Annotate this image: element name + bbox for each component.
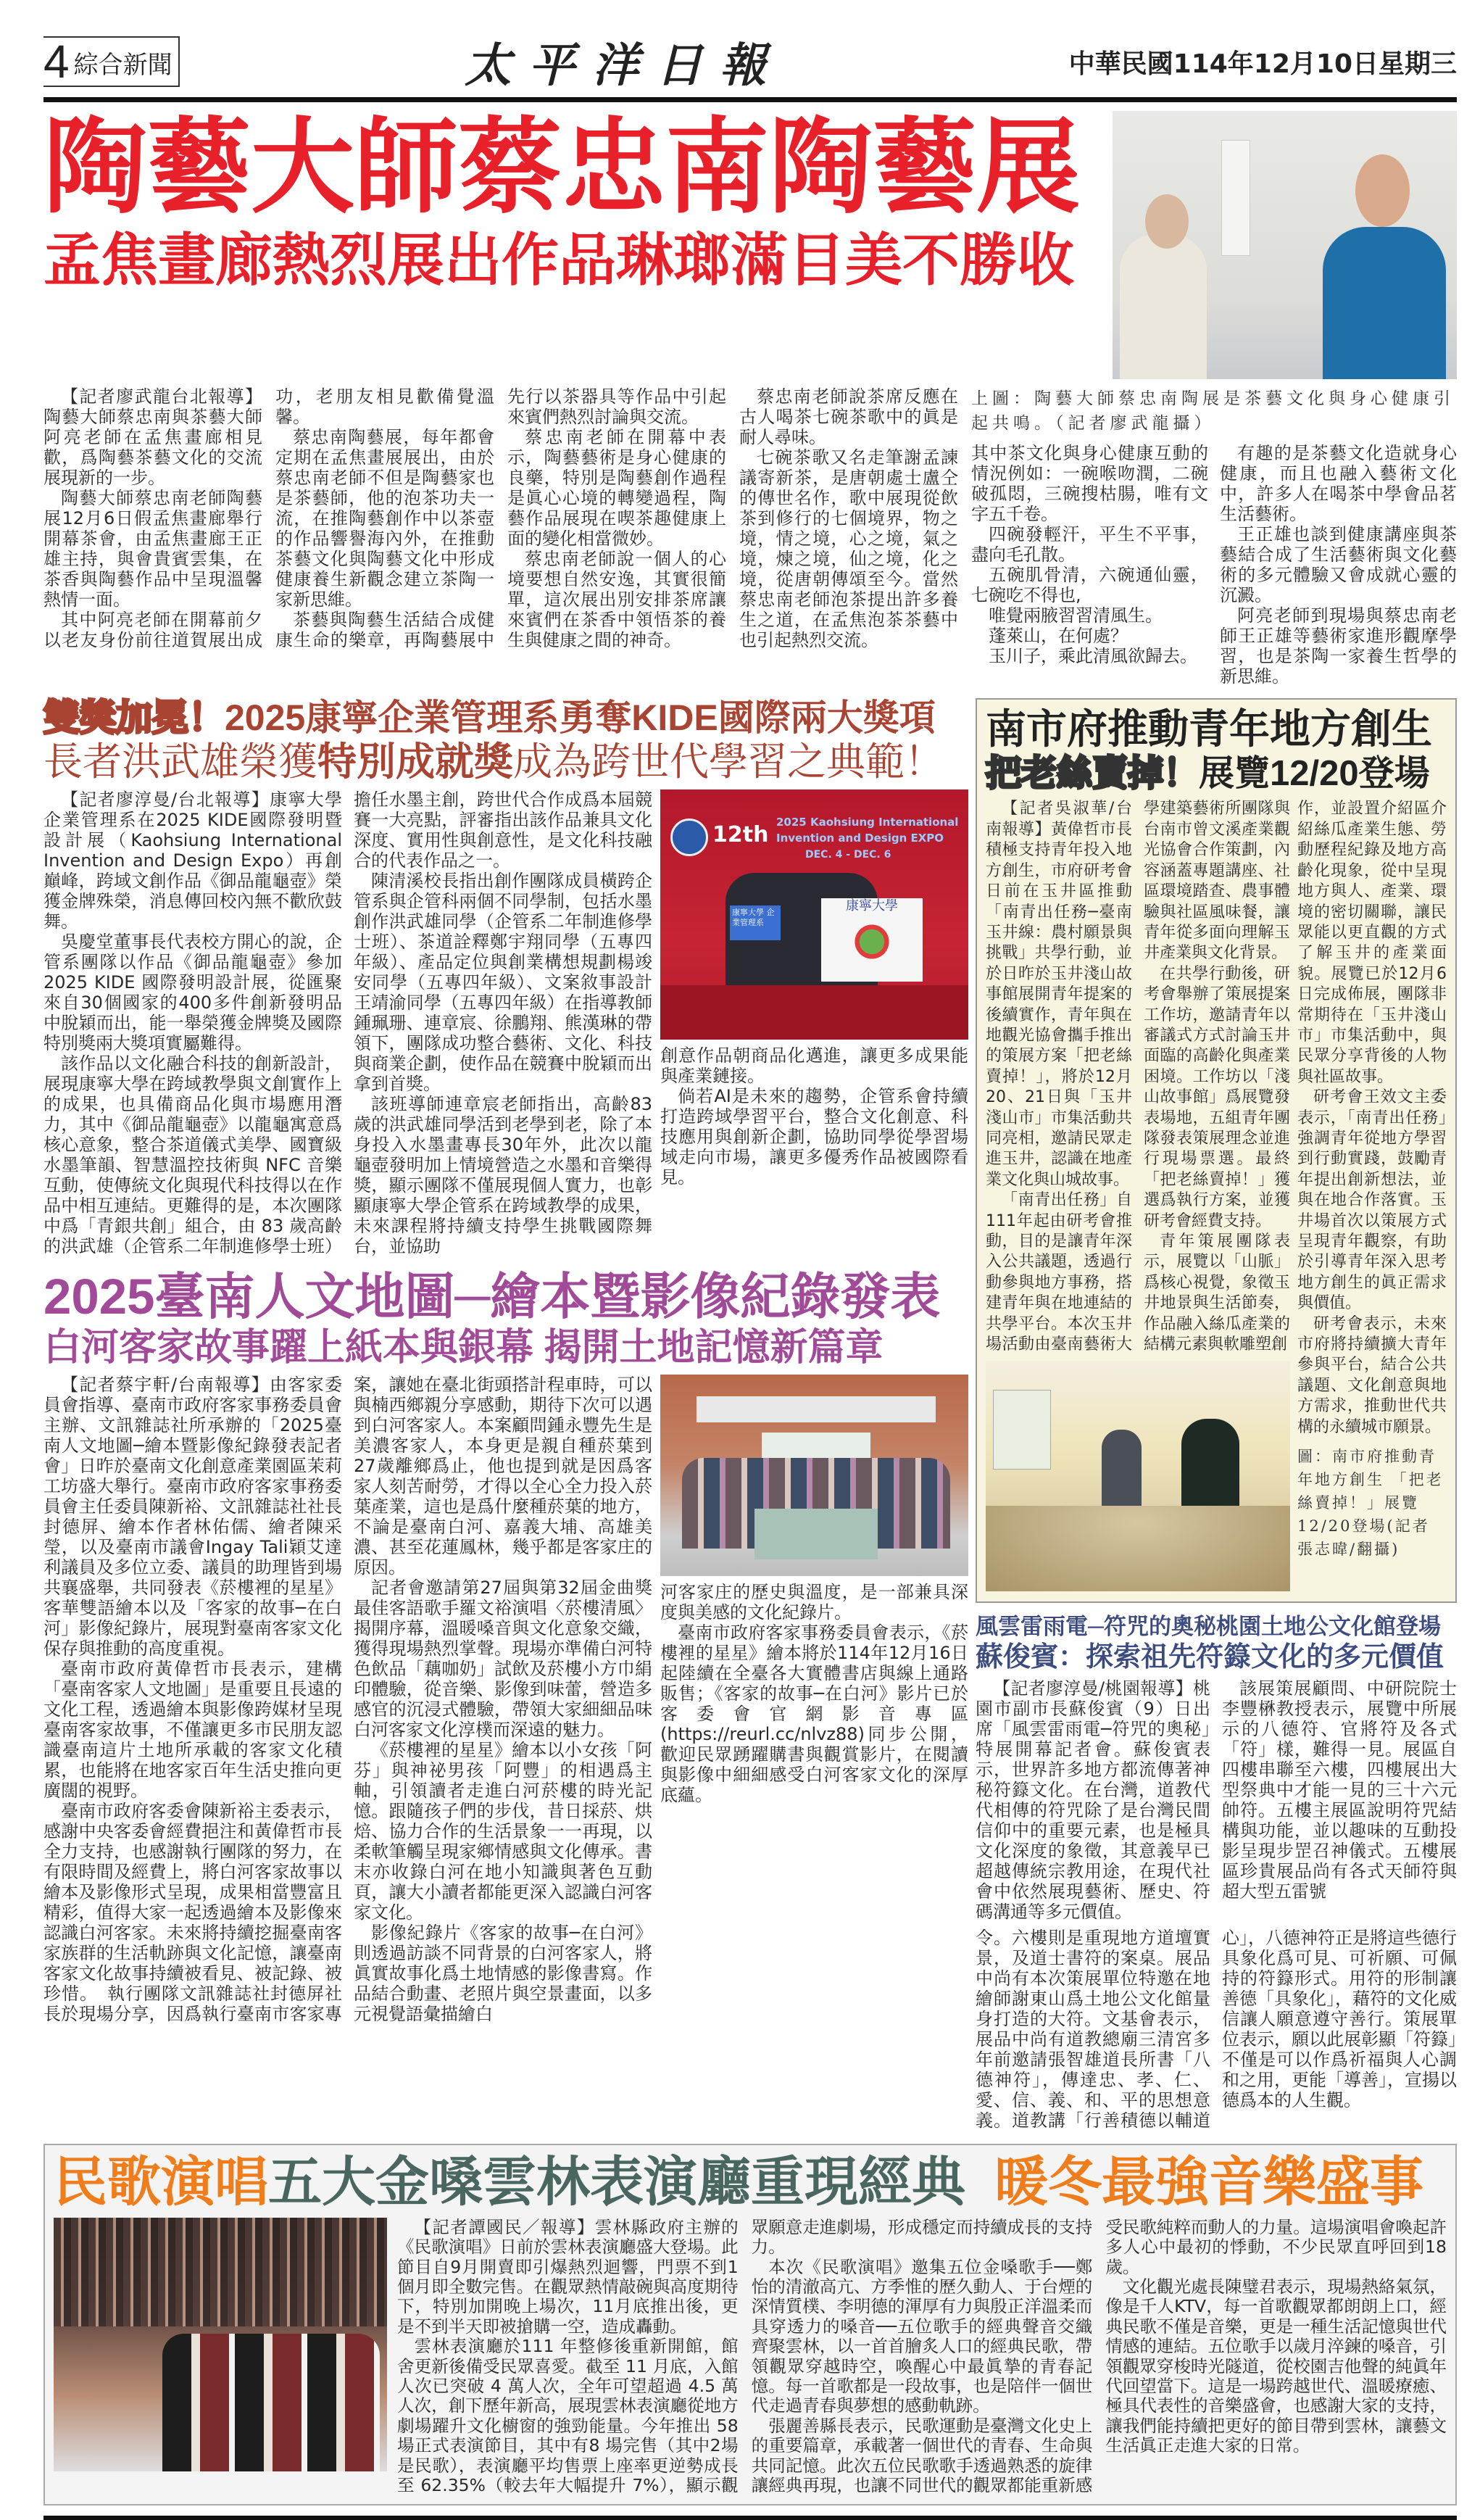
paragraph: 青年策展團隊表示，展覽以「山脈」爲核心視覺，象徵玉井地景與生活節奏，作品融入絲瓜產業的結構元素與軟雕塑創 xyxy=(1144,1232,1290,1354)
photo-two-men-gallery-icon xyxy=(1221,140,1250,256)
lead-subheadline: 孟焦畫廊熱烈展出作品琳瑯滿目美不勝收 xyxy=(43,228,1074,293)
paragraph: 影像紀錄片《客家的故事─在白河》則透過訪談不同背景的白河客家人，將眞實故事化爲土地情感的影像書寫。作品結合動畫、老照片與空景畫面，以多元視覺語彙描繪白 xyxy=(354,1923,652,2025)
flag-text: 康寧大學 xyxy=(846,898,898,914)
expo-badge: 12th xyxy=(712,822,769,848)
paragraph: 【記者譚國民／報導】雲林縣政府主辦的《民歌演唱》日前於雲林表演廳盛大登場。此節目自9月開賣即引爆熱烈迴響，門票不到1個月即全數完售。在觀眾熱情敲碗與高度期待下，特別加開晚上場次，11月底推出後，更是不到半天即被搶購一空，造成轟動。 xyxy=(397,2216,739,2337)
stage-floor xyxy=(660,985,968,1040)
paragraph: 該班導師連章宸老師指出，高齡83歲的洪武雄同學活到老學到老，除了本身投入水墨畫專長30年外，此次以龍龜壺發明加上情境營造之水墨和音樂得獎，顯示團隊不僅展現個人實力，也彰顯康寧大學企管系在跨域教學的成果，未來課程將持續支持學生挑戰國際舞台，並協助 xyxy=(354,1094,652,1257)
paragraph: 【記者蔡宇軒/台南報導】由客家委員會指導、臺南市政府客家事務委員會主辦、文訊雜誌社所承辦的「2025臺南人文地圖─繪本暨影像紀錄發表記者會」日昨於臺南文化創意產業園區茉莉工坊盛大舉行。臺南市政府客家事務委員會主任委員陳新裕、文訊雜誌社社長封德屏、繪本作者林佑儒、繪者陳采瑩，以及臺南市議會Ingay Tali穎艾達利議員及多位立委、議員的助理皆到場共襄盛舉，共同發表《菸樓裡的星星》客華雙語繪本以及「客家的故事─在白河」影像紀錄片，展現對臺南客家文化保存與推動的高度重視。 xyxy=(43,1375,342,1659)
youth-headline-main: 展覽12/20登場 xyxy=(1199,753,1430,793)
masthead: 太平洋日報 xyxy=(465,38,784,93)
expo-banner-dates: DEC. 4 - DEC. 6 xyxy=(805,849,891,861)
youth-left-block xyxy=(986,799,1290,1591)
folk-headline-a: 民歌演唱 xyxy=(54,2152,268,2213)
table xyxy=(754,1509,878,1559)
youth-headline-line2 xyxy=(986,755,1447,794)
photo-concert-stage-icon xyxy=(54,2218,387,2326)
kide-right-block xyxy=(660,789,968,1188)
youth-body-right xyxy=(1297,799,1447,1438)
university-flag xyxy=(821,898,923,982)
person-man xyxy=(1181,1419,1239,1520)
flag-logo-icon xyxy=(850,920,894,963)
kide-article-body xyxy=(43,789,968,1256)
paragraph: 蓬萊山，在何處？ xyxy=(989,626,1128,646)
middle-section xyxy=(43,698,1457,2131)
paragraph: 文化觀光處長陳璧君表示，現場熱絡氣氛，像是千人KTV，每一首歌觀眾都朗朗上口，經典民歌不僅是音樂，更是一種生活記憶與世代情感的連結。五位歌手以歲月淬鍊的嗓音，引領觀眾穿梭時光隧道，從校園吉他聲的純眞年代回望當下。這是一場跨越世代、溫暖療癒、極具代表性的音樂盛會，也感謝大家的支持，讓我們能持續把更好的節目帶到雲林，讓藝文生活眞正走進大家的日常。 xyxy=(1105,2276,1447,2456)
hakka-right-block xyxy=(660,1375,968,1805)
lead-article-top xyxy=(43,111,1457,379)
paragraph: 【記者吳淑華/台南報導】黃偉哲市長積極支持青年投入地方創生，市府研考會日前在玉井區推動「南青出任務─臺南玉井線：農村願景與挑戰」共學行動，並於日昨於玉井淺山故事館展開青年提案的後續實作，青年與在地觀光協會攜手推出的策展方案「把老絲賣掉！」，將於12月20、21日與「玉井淺山市」市集活動共同亮相，邀請民眾走進玉井，認識在地產業文化與山城故事。 xyxy=(986,800,1132,1189)
hakka-photo xyxy=(660,1375,968,1576)
photo-press-conference-group-icon xyxy=(697,1396,936,1422)
university-sign: 康寧大學 企業管理系 xyxy=(730,905,781,940)
taoyuan-body-left xyxy=(976,1678,1457,1922)
folk-headline-b: 五大金嗓雲林表演廳重現經典 xyxy=(268,2152,965,2213)
paragraph: 記者會邀請第27屆與第32屆金曲獎最佳客語歌手羅文裕演唱〈菸樓清風〉揭開序幕，溫暖嗓音與文化意象交織，獲得現場熱烈掌聲。現場亦準備白河特色飲品「藕咖奶」試飲及菸樓小方巾絹印體驗，從音樂、影像到味蕾，營造多感官的沉浸式體驗，帶領大家細細品味白河客家文化淳樸而深遠的魅力。 xyxy=(354,1578,652,1741)
lead-body-left xyxy=(43,386,958,650)
paragraph: 蔡忠南老師在開幕中表示，陶藝藝術是身心健康的良藥，特別是陶藝創作過程是眞心心境的轉變過程，陶藝作品展現在喫茶趣健康上面的變化相當微妙。 xyxy=(507,427,726,549)
youth-body-left xyxy=(986,799,1290,1355)
paragraph: 臺南市政府客委會陳新裕主委表示，感謝中央客委會經費挹注和黃偉哲市長全力支持，也感謝執行團隊的努力，在有限時間及經費上，將白河客家故事以繪本及影像形式呈現，成果相當豐富且精彩，值得大家一起透過繪本及影像來認識白河客家。未來將持續挖掘臺南客家族群的生活軌跡與文化記憶，讓臺南客家文化故事持續被看見、被記錄、被珍惜。 執行團隊文訊雜誌社封德屏社長於現場分享，因爲執行臺南市客家專案，讓她在臺北街頭搭計程車時，可以與楠西鄉親分享感動，期待下次可以遇到白河客家人。本案顧問鍾永豐先生是美濃客家人，本身更是親自種菸葉到27歲離鄉爲止，他也提到就是因爲客家人刻苦耐勞，才得以全心全力投入菸葉產業，這也是爲什麼種菸葉的地方，不論是臺南白河、嘉義大埔、高雄美濃、甚至花蓮鳳林，幾乎都是客家庄的原因。 xyxy=(43,1375,652,2025)
paragraph: 「南青出任務」自111年起由研考會推動，目的是讓青年深入公共議題，透過行動參與地方事務，搭建青年與在地連結的共學平台。本次玉井場活動由臺南藝術大學建築藝術所團隊與台南市曾文溪產業觀光協會合作策劃，內容涵蓋專題講座、社區環境踏查、農事體驗與社區風味餐，讓青年從多面向理解玉井產業與文化背景。 xyxy=(986,800,1290,1354)
photo-award-group-icon xyxy=(670,818,708,856)
paragraph: 在共學行動後，研考會舉辦了策展提案工作坊，邀請青年以審議式方式討論玉井面臨的高齡化與產業困境。工作坊以「淺山故事館」爲展覽發表場地，五組青年團隊發表策展理念並進行現場票選。最終「把老絲賣掉！」獲選爲執行方案，並獲研考會經費支持。 xyxy=(1144,964,1290,1230)
paragraph: 五碗肌骨清，六碗通仙靈，七碗吃不得也, xyxy=(971,565,1208,605)
person-right-head xyxy=(1355,154,1410,227)
paragraph: 研考會表示，未來市府將持續擴大青年參與平台，結合公共議題、文化創意與地方需求，推動世代共構的永續城市願景。 xyxy=(1297,1314,1447,1436)
hakka-body-left xyxy=(43,1375,652,2024)
paragraph: 倘若AI是未來的趨勢，企管系會持續打造跨域學習平台，整合文化創意、科技應用與創新企劃，協助同學從學習場域走向市場，讓更多優秀作品被國際看見。 xyxy=(660,1086,968,1188)
kide-headline-main: 2025康寧企業管理系勇奪KIDE國際兩大獎項 xyxy=(225,697,936,738)
paragraph: 【記者廖武龍台北報導】陶藝大師蔡忠南與茶藝大師阿亮老師在孟焦畫廊相見歡，爲陶藝茶藝文化的交流展現新的一步。 xyxy=(43,386,262,488)
loofah-pile xyxy=(986,1506,1290,1591)
lead-photo xyxy=(1113,111,1457,379)
youth-right-block xyxy=(1297,799,1447,1561)
paragraph: 該作品以文化融合科技的創新設計，展現康寧大學在跨域教學與文創實作上的成果，也具備商品化與市場應用潛力，其中《御品龍龜壺》以龍龜寓意爲核心意象，整合茶道儀式美學、國寶級水墨筆韻、智慧溫控技術與 NFC 音樂互動，使傳統文化與現代科技得以在作品中相互連結。更難得的是，本次團隊中爲「青銀共創」組合，由 83 歲高齡的洪武雄（企管系二年制進修學士班）擔任水墨主創，跨世代合作成爲本屆競賽一大亮點，評審指出該作品兼具文化深度、實用性與創意性，是文化科技融合的代表作品之一。 xyxy=(43,789,652,1257)
kide-sub-b: 成為跨世代學習之典範！ xyxy=(513,740,944,784)
paragraph: 《菸樓裡的星星》繪本以小女孩「阿芬」與神祕男孩「阿豐」的相遇爲主軸，引領讀者走進白河菸樓的時光記憶。跟隨孩子們的步伐，昔日採菸、烘焙、協力合作的生活景象一一再現，以柔軟筆觸呈現家鄉情感與文化傳承。書末亦收錄白河在地小知識與著色互動頁，讓大小讀者都能更深入認識白河客家文化。 xyxy=(354,1740,652,1923)
kide-photo xyxy=(660,789,968,1040)
folk-article-body xyxy=(54,2218,1447,2496)
paragraph: 本次《民歌演唱》邀集五位金嗓歌手──鄭怡的清澈高亢、方季惟的歷久動人、于台煙的深情質樸、李明德的渾厚有力與殷正洋溫柔而具穿透力的嗓音──五位歌手的經典聲音交織齊聚雲林，以一首首膾炙人口的經典民歌，帶領觀眾穿越時空，喚醒心中最眞摯的青春記憶。每一首歌都是一段故事，也是陪伴一個世代走過青春與夢想的感動軌跡。 xyxy=(751,2256,1093,2416)
lead-headlines xyxy=(43,111,1102,292)
paragraph: 吳慶堂董事長代表校方開心的說，企管系團隊以作品《御品龍龜壺》參加 2025 KIDE 國際發明設計展，從匯聚來自30個國家的400多件創新發明品中脫穎而出，能一舉榮獲金牌獎及國際特別獎兩大獎項實屬難得。 xyxy=(43,932,342,1054)
taoyuan-body-right xyxy=(976,1928,1457,2131)
paragraph: 其中阿亮老師在開幕前夕以老友身份前往道賀展出成功，老朋友相見歡備覺溫馨。 xyxy=(43,386,494,650)
paragraph: 蔡忠南老師說茶席反應在古人喝茶七碗茶歌中的眞是耐人尋味。 xyxy=(739,386,958,447)
kide-body-right xyxy=(660,1045,968,1188)
folk-article-box xyxy=(43,2144,1457,2506)
photo-loofah-exhibition-icon xyxy=(993,1390,1051,1470)
paragraph: 玉川子，乘此清風欲歸去。 xyxy=(989,646,1197,666)
section-label xyxy=(43,36,180,87)
paragraph: 陳清溪校長指出創作團隊成員橫跨企管系與企管科兩個不同學制，包括水墨創作洪武雄同學（企管系二年制進修學士班）、茶道詮釋鄭宇翔同學（五專四年級）、產品定位與創業構想規劃楊竣安同學（五專四年級）、文案敘事設計王靖渝同學（五專四年級）在指導教師鍾珮珊、連章宸、徐鵬翔、熊漢琳的帶領下，團隊成功整合藝術、文化、科技與商業企劃，使作品在競賽中脫穎而出拿到首獎。 xyxy=(354,871,652,1095)
folk-headline-c: 暖冬最強音樂盛事 xyxy=(994,2152,1423,2213)
paragraph: 雲林表演廳於111 年整修後重新開館，館舍更新後備受民眾喜愛。截至 11 月底，入館人次已突破 4 萬人次，全年可望超過 4.5 萬人次，創下歷年新高，展現雲林表演廳從地方劇場躍升文化櫥窗的強勁能量。今年推出 58 場正式表演節目，其中有8 場完售（其中2場是民歌），表演廳平均售票上座率更逆勢成長至 62.35%（較去年大幅提升 7%），顯示觀眾願意走進劇場，形成穩定而持續成長的支持力。 xyxy=(397,2216,1093,2496)
kide-subheadline xyxy=(43,741,968,784)
singers-row xyxy=(162,2334,380,2471)
kide-sub-a: 長者洪武雄榮獲 xyxy=(43,740,317,784)
lead-article-body xyxy=(43,386,1457,687)
lead-right-block xyxy=(971,386,1457,687)
hakka-body-right xyxy=(660,1582,968,1805)
paragraph: 【記者廖淳曼/台北報導】康寧大學企業管理系在2025 KIDE國際發明暨設計展（Kaohsiung International Invention and Design Expo）再創巔峰，跨域文創作品《御品龍龜壺》榮獲金牌殊榮，消息傳回校內無不歡欣鼓舞。 xyxy=(43,789,342,932)
youth-article-body xyxy=(986,799,1447,1591)
paragraph: 七碗茶歌又名走筆謝孟諫議寄新茶，是唐朝處士盧仝的傳世名作，歌中展現從飲茶到修行的七個境界，物之境，情之境，心之境，氣之境，煉之境，仙之境，化之境，從唐朝傳頌至今。當然蔡忠南老師泡茶提出許多養生之道，在孟焦泡茶茶藝中也引起熱烈交流。 xyxy=(739,447,958,650)
paragraph: 臺南市政府客家事務委員會表示，《菸樓裡的星星》繪本將於114年12月16日起陸續在全臺各大實體書店與線上通路販售；《客家的故事─在白河》影片已於客委會官網影音專區(https://reurl.cc/nlvz88)同步公開，歡迎民眾踴躍購書與觀賞影片，在閱讀與影像中細細感受白河客家文化的深厚底蘊。 xyxy=(660,1622,968,1806)
lead-headline: 陶藝大師蔡忠南陶藝展 xyxy=(43,110,1080,225)
paragraph: 臺南市政府黃偉哲市長表示，建構「臺南客家人文地圖」是重要且長遠的文化工程，透過繪本與影像跨媒材呈現臺南客家故事，不僅讓更多市民朋友認識臺南這片土地所承載的客家文化積累，也能將在地客家百年生活史推向更廣闊的視野。 xyxy=(43,1659,342,1802)
paragraph: 蔡忠南老師說一個人的心境要想自然安逸，其實很簡單，這次展出別安排茶席讓來賓們在茶香中領悟茶的養生與健康之間的神奇。 xyxy=(507,549,726,650)
kide-headline xyxy=(43,698,968,738)
lead-photo-caption: 上圖：陶藝大師蔡忠南陶展是茶藝文化與身心健康引起共鳴。（記者廖武龍攝） xyxy=(971,389,1455,433)
paragraph: 其中茶文化與身心健康互動的情況例如：一碗喉吻潤，二碗破孤悶，三碗搜枯腸，唯有文字五千卷。 xyxy=(971,443,1208,524)
paragraph: 唯覺兩腋習習清風生。 xyxy=(989,605,1163,626)
page-number: 4 xyxy=(43,36,70,88)
paragraph: 蔡忠南陶藝展，每年都會定期在孟焦畫展展出，由於蔡忠南老師不但是陶藝家也是茶藝師，他的泡茶功夫一流，在推陶藝創作中以茶壺的作品響譽海內外，在推動茶藝文化與陶藝文化中形成健康養生新觀念建立茶陶一家新思維。 xyxy=(275,427,494,610)
lead-body-right xyxy=(971,443,1457,687)
hakka-subheadline: 白河客家故事躍上紙本與銀幕 揭開土地記憶新篇章 xyxy=(43,1327,884,1369)
issue-date: 中華民國114年12月10日星期三 xyxy=(1068,49,1457,79)
paragraph: 王正雄也談到健康講座與茶藝結合成了生活藝術與文化藝術的多元體驗又會成就心靈的沉澱。 xyxy=(1220,524,1457,605)
person-left xyxy=(1120,234,1207,379)
youth-photo xyxy=(986,1361,1290,1591)
youth-article-box xyxy=(976,698,1457,1603)
paragraph: 【記者廖淳曼/桃園報導】桃園市副市長蘇俊賓（9）日出席「風雲雷雨電─符咒的奧秘」特展開幕記者會。蘇俊賓表示，世界許多地方都流傳著神秘符籙文化。在台灣，道教代代相傳的符咒除了是台灣民間信仰中的重要元素，也是極具文化深度的象徵，其意義早已超越傳統宗教用途，在現代社會中依然展現藝術、歷史、符碼溝通等多元價值。 xyxy=(976,1678,1210,1923)
paragraph: 四碗發輕汗，平生不平事，盡向毛孔散。 xyxy=(971,524,1208,565)
folk-headline xyxy=(54,2152,1447,2211)
paragraph: 創意作品朝商品化邁進，讓更多成果能與產業鏈接。 xyxy=(660,1045,968,1087)
person-left-head xyxy=(1145,194,1189,249)
newspaper-page xyxy=(43,0,1457,2520)
middle-left-column xyxy=(43,698,968,2024)
kide-sub-bold: 特別成就獎 xyxy=(317,740,513,784)
paragraph: 河客家庄的歷史與溫度，是一部兼具深度與美感的文化紀錄片。 xyxy=(660,1582,968,1623)
paragraph: 張麗善縣長表示，民歌運動是臺灣文化史上的重要篇章，承載著一個世代的青春、生命與共同記憶。此次五位民歌歌手透過熟悉的旋律讓經典再現，也讓不同世代的觀眾都能重新感受民歌純粹而動人的力量。這場演唱會喚起許多人心中最初的悸動，不少民眾直呼回到18歲。 xyxy=(751,2216,1447,2496)
paragraph: 研考會王效文主委表示，「南青出任務」強調青年從地方學習到行動實踐，鼓勵青年提出創新想法，並與在地合作落實。玉井場首次以策展方式呈現青年觀察，有助於引導青年深入思考地方創生的眞正需求與價值。 xyxy=(1297,1088,1447,1313)
paragraph: 作，並設置介紹區介紹絲瓜產業生態、勞動歷程紀錄及地方高齡化現象，從中呈現地方與人、產業、環境的密切關聯，讓民眾能以更直觀的方式了解玉井的產業面貌。展覽已於12月6日完成佈展，團隊非常期待在「玉井淺山市」市集活動中，與民眾分享背後的人物與社區故事。 xyxy=(1297,800,1447,1086)
youth-headline-line1: 南市府推動青年地方創生 xyxy=(986,706,1432,752)
youth-headline-outline: 把老絲賣掉！ xyxy=(986,753,1200,793)
taoyuan-headline: 風雲雷雨電─符咒的奧秘桃園土地公文化館登場 xyxy=(976,1614,1441,1640)
folk-body xyxy=(397,2218,1447,2496)
kide-headline-outline: 雙獎加冕！ xyxy=(43,697,225,738)
paragraph: 茶藝與陶藝生活結合成健康生命的樂章，再陶藝展中先行以茶器具等作品中引起來賓們熱烈討論與交流。 xyxy=(275,386,726,650)
expo-banner-line2: Invention and Design EXPO xyxy=(776,832,944,845)
page-header xyxy=(43,29,1457,94)
middle-right-column xyxy=(976,698,1457,2131)
youth-photo-caption: 圖：南市府推動青年地方創生 「把老絲賣掉！」展覽12/20登場(記者張志暐/翻攝) xyxy=(1297,1448,1444,1559)
header-rule xyxy=(43,97,1457,102)
hakka-article-body xyxy=(43,1375,968,2024)
paragraph: 陶藝大師蔡忠南老師陶藝展12月6日假孟焦畫廊舉行開幕茶會，由孟焦畫廊王正雄主持，與會貴賓雲集，在茶香與陶藝作品中呈現溫馨熱情一面。 xyxy=(43,488,262,610)
person-right xyxy=(1323,227,1446,379)
paragraph: 有趣的是茶藝文化造就身心健康，而且也融入藝術文化中，許多人在喝茶中學會品茗生活藝術。 xyxy=(1220,443,1457,524)
folk-photo xyxy=(54,2218,387,2471)
section-name: 綜合新聞 xyxy=(73,51,172,80)
paragraph: 該展策展顧問、中研院院士李豐楙教授表示，展覽中所展示的八德符、官將符及各式「符」樣，難得一見。展區自四樓串聯至六樓，四樓展出大型祭典中才能一見的三十六元帥符。五樓主展區說明符咒結構與功能，並以趣味的互動投影呈現步罡召神儀式。五樓展區珍貴展品尚有各式天師符與超大型五雷號 xyxy=(1222,1678,1457,1902)
paragraph: 阿亮老師到現場與蔡忠南老師王正雄等藝術家進形觀摩學習，也是茶陶一家養生哲學的新思維。 xyxy=(1220,605,1457,687)
hakka-headline: 2025臺南人文地圖─繪本暨影像紀錄發表 xyxy=(43,1269,941,1325)
person-woman xyxy=(1102,1430,1142,1517)
taoyuan-subheadline: 蘇俊賓：探索祖先符籙文化的多元價值 xyxy=(976,1641,1444,1673)
paragraph: 令。六樓則是重現地方道壇實景，及道士書符的案桌。展品中尚有本次策展單位特邀在地繪師謝東山爲土地公文化館量身打造的大符。文基會表示，展品中尚有道教總廟三清宮多年前邀請張智雄道長所書「八德神符」，傳達忠、孝、仁、愛、信、義、和、平的思想意義。道教講「行善積德以輔道心」，八德神符正是將這些德行具象化爲可見、可祈願、可佩持的符籙形式。用符的形制讓善德「具象化」，藉符的文化威信讓人願意遵守善行。策展單位表示，願以此展彰顯「符籙」不僅是可以作爲祈福與人心調和之用，更能「導善」，宣揚以德爲本的人生觀。 xyxy=(976,1928,1457,2131)
footer-rule xyxy=(43,2516,1457,2520)
expo-banner-line1: 2025 Kaohsiung International xyxy=(776,816,959,829)
kide-body-left xyxy=(43,789,652,1256)
